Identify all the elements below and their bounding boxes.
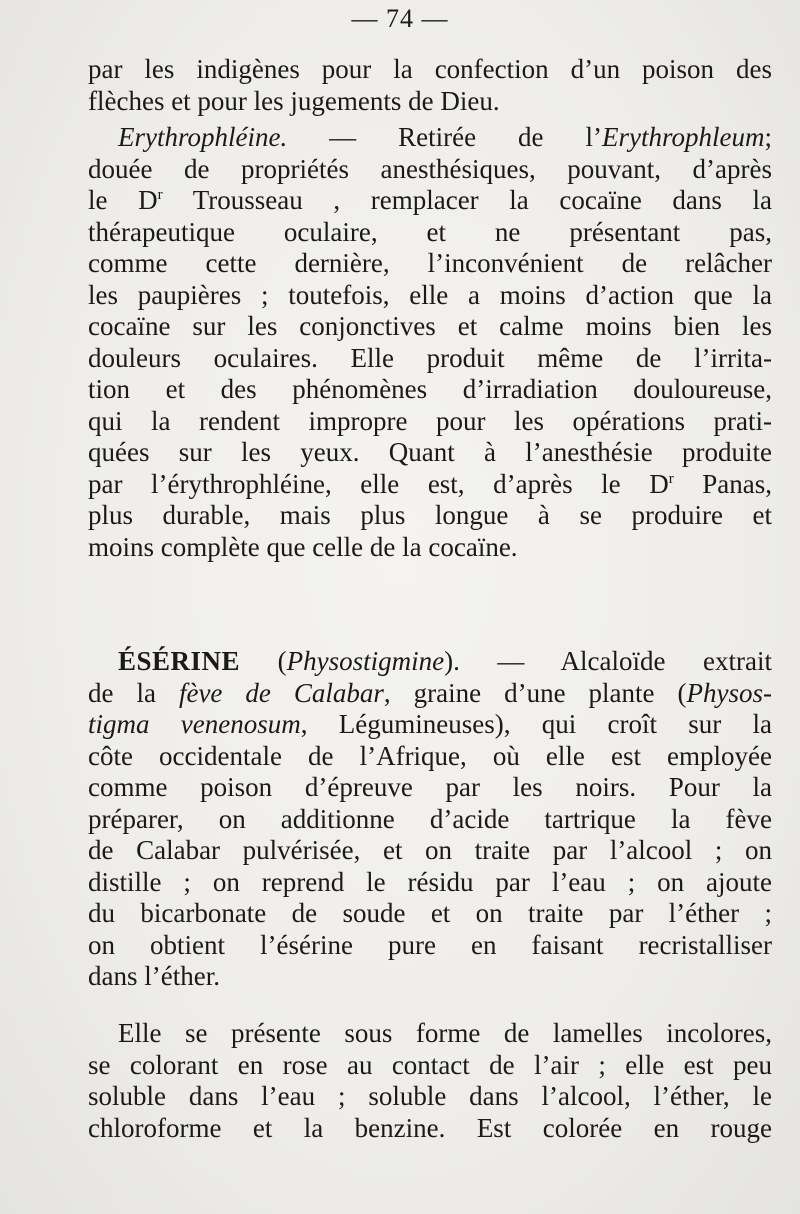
text-line: qui la rendent impropre pour les opérations prati- bbox=[88, 405, 772, 436]
paragraph-eserine bbox=[88, 646, 772, 993]
text-line: quées sur les yeux. Quant à l’anesthésie produite bbox=[88, 437, 772, 467]
text-line: préparer, on additionne d’acide tartrique la fève bbox=[88, 803, 772, 834]
term-erythrophleum: Erythrophleum bbox=[602, 122, 765, 152]
text-line: les paupières ; toutefois, elle a moins d’action que la bbox=[88, 279, 772, 310]
term-erythrophleine: Erythrophléine. bbox=[118, 122, 288, 152]
text-line: chloroforme et la benzine. Est colorée en rouge bbox=[88, 1112, 772, 1143]
text-line: moins complète que celle de la cocaïne. bbox=[88, 531, 518, 562]
text-line: thérapeutique oculaire, et ne présentant pas, bbox=[88, 216, 772, 247]
text-line: du bicarbonate de soude et on traite par l’éther ; bbox=[88, 898, 772, 928]
text-line: comme cette dernière, l’inconvénient de relâcher bbox=[88, 248, 772, 278]
text-line: ÉSÉRINE (Physostigmine). — Alcaloïde extrait bbox=[118, 646, 773, 676]
text-line: douleurs oculaires. Elle produit même de l’irrita- bbox=[88, 342, 772, 373]
text-line: plus durable, mais plus longue à se produire et bbox=[88, 500, 772, 530]
text-line: soluble dans l’eau ; soluble dans l’alcool, l’éther, le bbox=[88, 1081, 772, 1111]
text-line: de la fève de Calabar, graine d’une plante (Physos- bbox=[88, 677, 772, 708]
paragraph-erythrophleine bbox=[88, 122, 772, 563]
text-line: côte occidentale de l’Afrique, où elle est employée bbox=[88, 740, 772, 771]
text-line: Erythrophléine. — Retirée de l’Erythrophleum; bbox=[118, 122, 772, 152]
text-line: on obtient l’ésérine pure en faisant recristalliser bbox=[88, 929, 772, 960]
text-line: par l’érythrophléine, elle est, d’après le $D^r$ Panas, bbox=[88, 468, 772, 499]
text-line: se colorant en rose au contact de l’air ; elle est peu bbox=[88, 1049, 772, 1080]
text-line: comme poison d’épreuve par les noirs. Pour la bbox=[88, 772, 772, 802]
text-line: Elle se présente sous forme de lamelles incolores, bbox=[118, 1018, 772, 1048]
text-line: douée de propriétés anesthésiques, pouvant, d’après bbox=[88, 153, 772, 184]
text-line: dans l’éther. bbox=[88, 961, 220, 991]
entry-heading-eserine: ÉSÉRINE bbox=[118, 646, 241, 676]
text-line: le $D^r$ Trousseau , remplacer la cocaïne dans la bbox=[88, 185, 773, 215]
paragraph-continuation bbox=[88, 54, 772, 117]
text-line: cocaïne sur les conjonctives et calme moins bien les bbox=[88, 311, 772, 341]
text-line: flèches et pour les jugements de Dieu. bbox=[88, 85, 500, 116]
text-line: distille ; on reprend le résidu par l’eau ; on ajoute bbox=[88, 866, 772, 897]
page-number: — 74 — bbox=[351, 4, 449, 33]
text-line: tion et des phénomènes d’irradiation douloureuse, bbox=[88, 374, 772, 404]
paragraph-properties bbox=[88, 1018, 772, 1144]
text-line: par les indigènes pour la confection d’un poison des bbox=[88, 54, 772, 84]
text-line: de Calabar pulvérisée, et on traite par l’alcool ; on bbox=[88, 835, 772, 865]
text-line: tigma venenosum, Légumineuses), qui croît sur la bbox=[88, 709, 772, 739]
